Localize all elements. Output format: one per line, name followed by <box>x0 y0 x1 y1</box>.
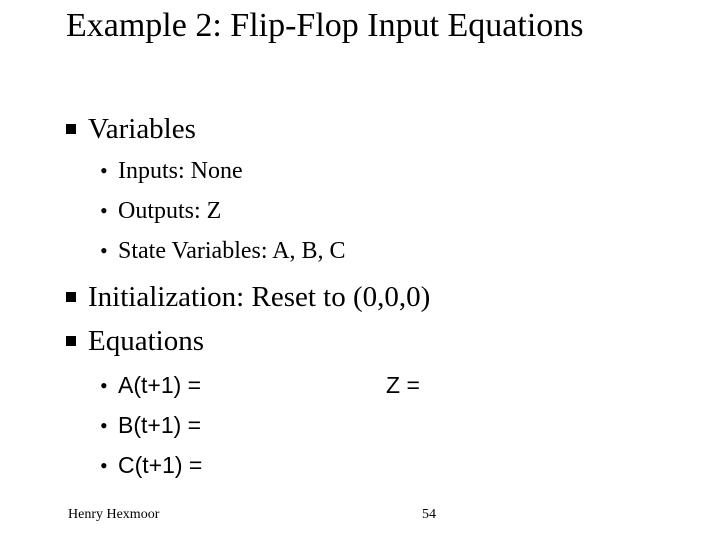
bullet-equations-label: Equations <box>88 325 204 357</box>
dot-bullet-icon: • <box>100 238 108 263</box>
sub-bullet-state-variables <box>100 236 346 266</box>
dot-bullet-icon: • <box>100 373 108 398</box>
sub-bullet-eq-a <box>100 370 201 401</box>
sub-bullet-state-variables-label: State Variables: A, B, C <box>118 238 346 264</box>
square-bullet-icon <box>66 124 76 134</box>
sub-bullet-inputs-label: Inputs: None <box>118 158 243 184</box>
sub-bullet-outputs <box>100 196 221 226</box>
bullet-initialization <box>66 280 430 314</box>
sub-bullet-outputs-label: Outputs: Z <box>118 198 222 224</box>
equation-b-label: B(t+1) = <box>118 412 202 438</box>
equation-c-label: C(t+1) = <box>118 452 203 478</box>
footer-page-number: 54 <box>422 507 436 522</box>
bullet-variables-label: Variables <box>88 113 196 145</box>
bullet-initialization-label: Initialization: Reset to (0,0,0) <box>88 281 431 313</box>
bullet-equations <box>66 324 204 358</box>
footer-author: Henry Hexmoor <box>68 507 160 522</box>
slide-title: Example 2: Flip-Flop Input Equations <box>66 7 584 44</box>
dot-bullet-icon: • <box>100 158 108 183</box>
sub-bullet-eq-b <box>100 410 201 441</box>
dot-bullet-icon: • <box>100 198 108 223</box>
dot-bullet-icon: • <box>100 453 108 478</box>
equation-z-label: Z = <box>386 372 420 398</box>
square-bullet-icon <box>66 292 76 302</box>
bullet-variables <box>66 112 196 146</box>
dot-bullet-icon: • <box>100 413 108 438</box>
sub-bullet-eq-c <box>100 450 202 481</box>
equation-a-label: A(t+1) = <box>118 372 202 398</box>
square-bullet-icon <box>66 336 76 346</box>
sub-bullet-inputs <box>100 156 243 186</box>
